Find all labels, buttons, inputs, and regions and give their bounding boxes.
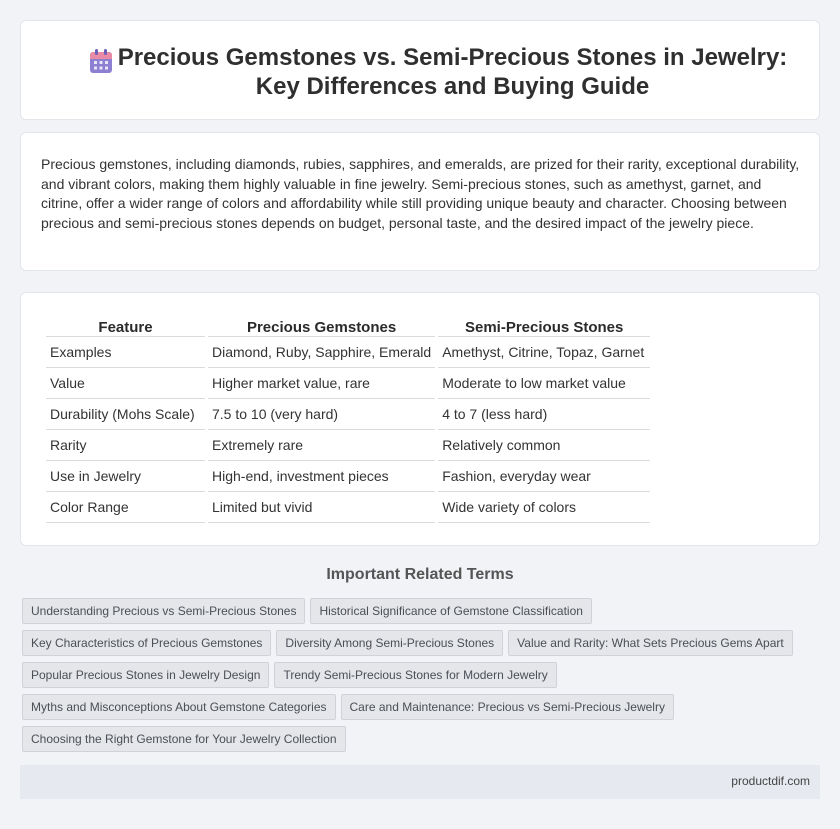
page-title: Precious Gemstones vs. Semi-Precious Stones in Jewelry: Key Differences and Buying Guide <box>117 44 788 100</box>
table-cell-feature: Durability (Mohs Scale) <box>46 399 205 430</box>
table-cell-precious: Limited but vivid <box>208 492 435 523</box>
tag-row <box>22 694 812 720</box>
table-cell-precious: Higher market value, rare <box>208 368 435 399</box>
related-terms-title: Important Related Terms <box>326 566 514 583</box>
table-row <box>46 399 650 430</box>
table-row <box>46 492 650 523</box>
table-header-precious: Precious Gemstones <box>208 315 435 337</box>
tag-row <box>22 726 812 752</box>
table-cell-semi-precious: Relatively common <box>438 430 650 461</box>
tag-row <box>22 662 812 688</box>
table-row <box>46 368 650 399</box>
related-term-tag[interactable]: Diversity Among Semi-Precious Stones <box>276 630 503 656</box>
table-header-feature: Feature <box>46 315 205 337</box>
table-row <box>46 430 650 461</box>
table-cell-precious: Diamond, Ruby, Sapphire, Emerald <box>208 337 435 368</box>
related-terms-list <box>22 598 812 758</box>
table-cell-feature: Value <box>46 368 205 399</box>
table-cell-precious: 7.5 to 10 (very hard) <box>208 399 435 430</box>
tag-row <box>22 630 812 656</box>
table-header-row <box>46 315 650 337</box>
intro-paragraph: Precious gemstones, including diamonds, rubies, sapphires, and emeralds, are prized for their rarity, exceptional durability, and vibrant colors, making them highly valuable in fine jewelry. Semi-precious stones, such as amethyst, garnet, and citrine, offer a wider range of colors and affordability while still providing unique beauty and character. Choosing between precious and semi-precious stones depends on budget, personal taste, and the desired impact of the jewelry piece. <box>41 156 800 231</box>
table-cell-feature: Use in Jewelry <box>46 461 205 492</box>
table-cell-feature: Rarity <box>46 430 205 461</box>
footer <box>20 765 820 799</box>
table-header-semi-precious: Semi-Precious Stones <box>438 315 650 337</box>
related-term-tag[interactable]: Value and Rarity: What Sets Precious Gems Apart <box>508 630 793 656</box>
tag-row <box>22 598 812 624</box>
header-card <box>20 20 820 120</box>
table-cell-feature: Examples <box>46 337 205 368</box>
related-term-tag[interactable]: Myths and Misconceptions About Gemstone Categories <box>22 694 336 720</box>
related-term-tag[interactable]: Choosing the Right Gemstone for Your Jewelry Collection <box>22 726 346 752</box>
table-cell-precious: High-end, investment pieces <box>208 461 435 492</box>
table-cell-semi-precious: 4 to 7 (less hard) <box>438 399 650 430</box>
footer-site-name: productdif.com <box>731 774 810 788</box>
table-row <box>46 461 650 492</box>
related-term-tag[interactable]: Popular Precious Stones in Jewelry Design <box>22 662 269 688</box>
intro-card <box>20 132 820 271</box>
table-row <box>46 337 650 368</box>
related-term-tag[interactable]: Historical Significance of Gemstone Classification <box>310 598 591 624</box>
table-cell-semi-precious: Amethyst, Citrine, Topaz, Garnet <box>438 337 650 368</box>
table-cell-precious: Extremely rare <box>208 430 435 461</box>
table-cell-semi-precious: Moderate to low market value <box>438 368 650 399</box>
table-cell-feature: Color Range <box>46 492 205 523</box>
related-term-tag[interactable]: Understanding Precious vs Semi-Precious Stones <box>22 598 305 624</box>
comparison-card <box>20 292 820 546</box>
calendar-icon <box>89 48 113 74</box>
related-term-tag[interactable]: Trendy Semi-Precious Stones for Modern Jewelry <box>274 662 556 688</box>
table-cell-semi-precious: Fashion, everyday wear <box>438 461 650 492</box>
comparison-table <box>43 315 653 523</box>
table-cell-semi-precious: Wide variety of colors <box>438 492 650 523</box>
related-term-tag[interactable]: Key Characteristics of Precious Gemstones <box>22 630 271 656</box>
related-term-tag[interactable]: Care and Maintenance: Precious vs Semi-Precious Jewelry <box>341 694 674 720</box>
